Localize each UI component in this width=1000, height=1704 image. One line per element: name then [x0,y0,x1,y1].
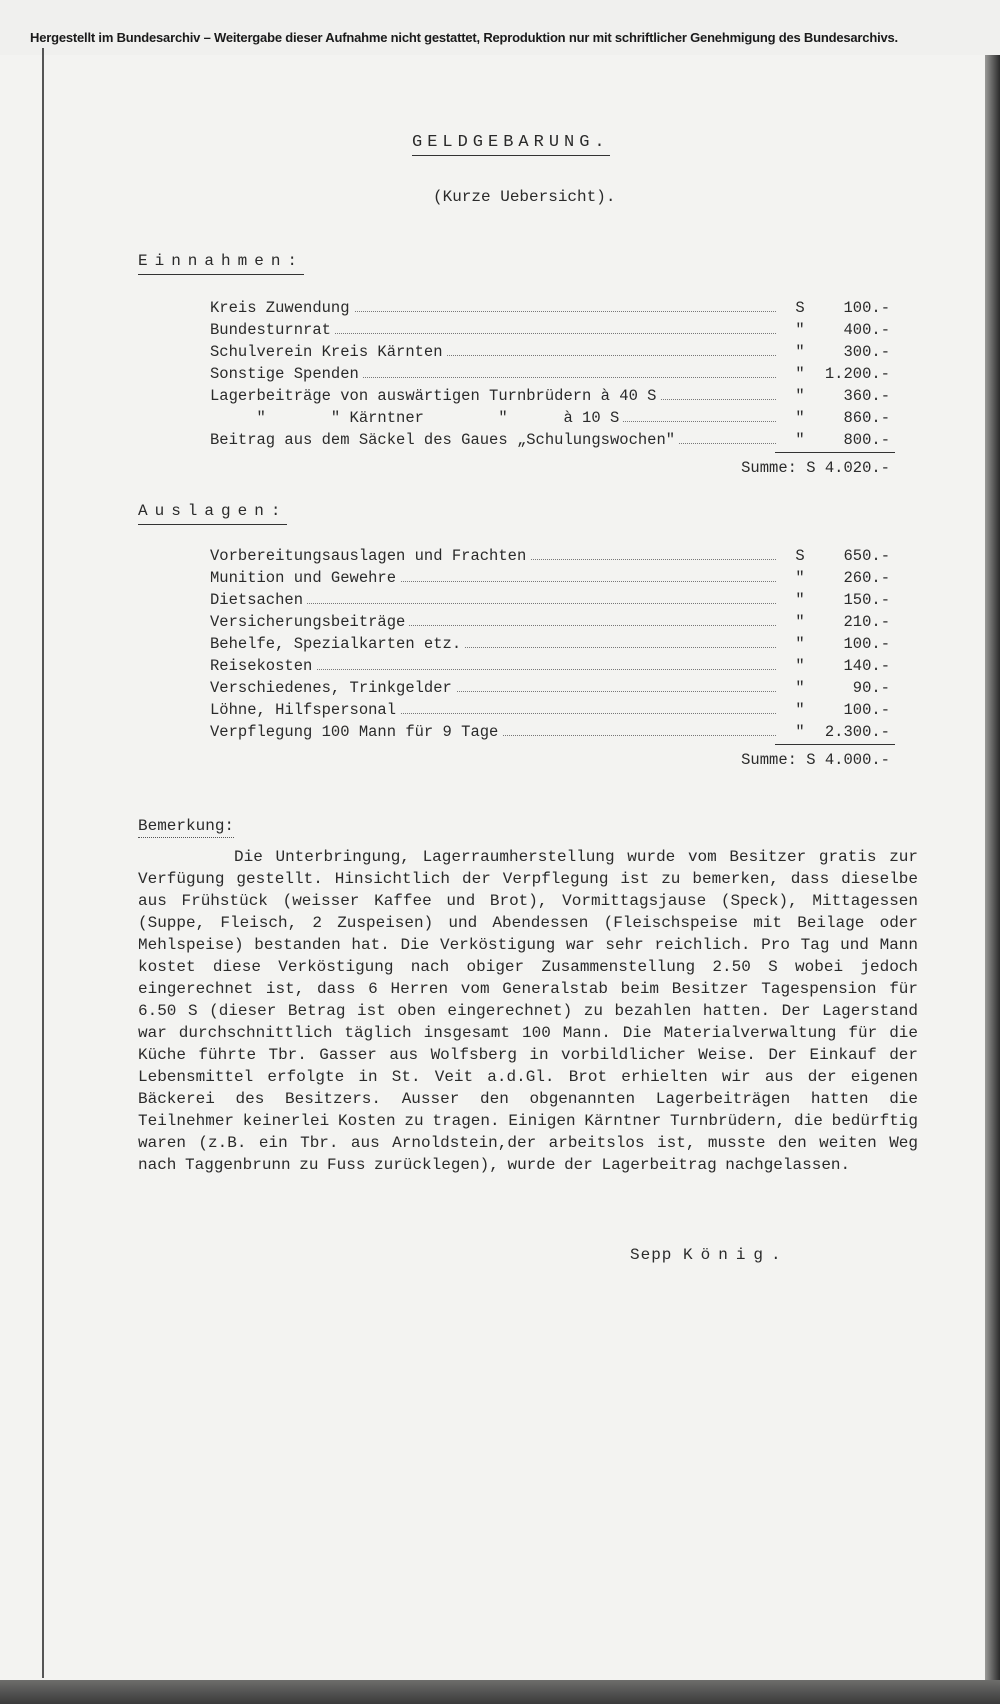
currency-mark: " [795,657,805,675]
income-label: Sonstige Spenden [210,363,363,385]
currency-mark: " [795,635,805,653]
currency-mark: " [795,591,805,609]
income-amount: 360.- [843,387,890,405]
expenses-heading: Auslagen: [138,502,287,525]
expense-label: Dietsachen [210,589,307,611]
income-amount: 300.- [843,343,890,361]
income-label: Bundesturnrat [210,319,335,341]
expense-label: Munition und Gewehre [210,567,400,589]
expense-row [210,567,890,589]
expense-amount: 90.- [852,679,890,697]
signature-last-name: König. [683,1246,789,1264]
expense-amount: 2.300.- [824,723,890,741]
income-row [210,429,890,451]
currency-mark: S [795,547,805,565]
income-label: " " Kärntner " à 10 S [210,407,623,429]
income-amount: 860.- [843,409,890,427]
remark-heading: Bemerkung: [138,817,234,838]
currency-mark: " [795,723,805,741]
remark-paragraph: Die Unterbringung, Lagerraumherstellung wurde vom Besitzer gratis zur Verfügung gestellt. Hinsichtlich der Verpflegung ist zu bemerken, dass dieselbe aus Frühstück (weisser Kaffee und Brot), Vormittagsjause (Speck), Mittagessen (Suppe, Fleisch, 2 Zuspeisen) und Abendessen (Fleischspeise mit Beilage oder Mehlspeise) bestanden hat. Die Verköstigung war sehr reichlich. Pro Tag und Mann kostet diese Verköstigung nach obiger Zusammenstellung 2.50 S wobei jedoch eingerechnet ist, dass 6 Herren vom Generalstab beim Besitzer Tagespension für 6.50 S (dieser Betrag ist oben eingerechnet) zu bezahlen hatten. Der Lagerstand war durchschnittlich täglich insgesamt 100 Mann. Die Materialverwaltung für die Küche führte Tbr. Gasser aus Wolfsberg in vorbildlicher Weise. Der Einkauf der Lebensmittel erfolgte in St. Veit a.d.Gl. Brot erhielten wir aus der eigenen Bäckerei des Besitzers. Ausser den obgenannten Lagerbeiträgen hatten die Teilnehmer keinerlei Kosten zu tragen. Einigen Kärntner Turnbrüdern, die bedürftig waren (z.B. ein Tbr. aus Arnoldstein,der arbeitslos ist, musste den weiten Weg nach Taggenbrunn zu Fuss zurücklegen), wurde der Lagerbeitrag nachgelassen. [138,848,918,1174]
income-label: Kreis Zuwendung [210,297,354,319]
income-label: Lagerbeiträge von auswärtigen Turnbrüdern à 40 S [210,385,660,407]
expense-amount: 150.- [843,591,890,609]
currency-mark: " [795,679,805,697]
expense-label: Reisekosten [210,655,316,677]
income-row [210,341,890,363]
income-row [210,385,890,407]
income-sum [720,459,890,477]
income-row [210,407,890,429]
expense-row [210,589,890,611]
expense-label: Versicherungsbeiträge [210,611,409,633]
sum-amount: 4.020.- [824,459,890,477]
currency-mark: " [795,365,805,383]
income-amount: 400.- [843,321,890,339]
expense-label: Löhne, Hilfspersonal [210,699,400,721]
currency-mark: " [795,431,805,449]
currency-mark: S [795,299,805,317]
expense-row [210,611,890,633]
expense-amount: 260.- [843,569,890,587]
currency-mark: " [795,409,805,427]
document-title: GELDGEBARUNG. [412,133,610,156]
page-shadow [985,55,1000,1704]
sum-label: Summe: [741,459,797,477]
expense-label: Vorbereitungsauslagen und Frachten [210,545,530,567]
sum-currency: S [806,459,816,477]
income-heading: Einnahmen: [138,252,304,275]
income-sum-rule [775,452,895,453]
currency-mark: " [795,613,805,631]
income-amount: 1.200.- [824,365,890,383]
sum-label: Summe: [741,751,797,769]
sum-amount: 4.000.- [824,751,890,769]
expense-amount: 140.- [843,657,890,675]
signature-first-name: Sepp [630,1246,673,1264]
expense-row [210,655,890,677]
currency-mark: " [795,701,805,719]
expense-row [210,699,890,721]
income-amount: 800.- [843,431,890,449]
expense-label: Verpflegung 100 Mann für 9 Tage [210,721,502,743]
scan-bottom-band [0,1680,1000,1704]
currency-mark: " [795,343,805,361]
expense-amount: 100.- [843,701,890,719]
currency-mark: " [795,321,805,339]
expense-label: Behelfe, Spezialkarten etz. [210,633,465,655]
expense-sum [720,751,890,769]
income-row [210,297,890,319]
page-edge-line [42,48,44,1678]
income-label: Schulverein Kreis Kärnten [210,341,447,363]
expense-sum-rule [775,744,895,745]
income-amount: 100.- [843,299,890,317]
currency-mark: " [795,387,805,405]
expense-row [210,545,890,567]
expense-amount: 100.- [843,635,890,653]
signature [630,1246,789,1264]
expense-row [210,721,890,743]
expense-row [210,677,890,699]
currency-mark: " [795,569,805,587]
income-row [210,363,890,385]
expense-amount: 210.- [843,613,890,631]
expense-amount: 650.- [843,547,890,565]
income-label: Beitrag aus dem Säckel des Gaues „Schulungswochen" [210,429,679,451]
income-row [210,319,890,341]
expense-row [210,633,890,655]
expense-label: Verschiedenes, Trinkgelder [210,677,456,699]
document-subtitle: (Kurze Uebersicht). [433,188,616,206]
archive-header: Hergestellt im Bundesarchiv – Weitergabe dieser Aufnahme nicht gestattet, Reproduktion nur mit schriftlicher Genehmigung des Bundesarchivs. [30,30,898,45]
archive-header-strip [0,0,1000,55]
sum-currency: S [806,751,816,769]
